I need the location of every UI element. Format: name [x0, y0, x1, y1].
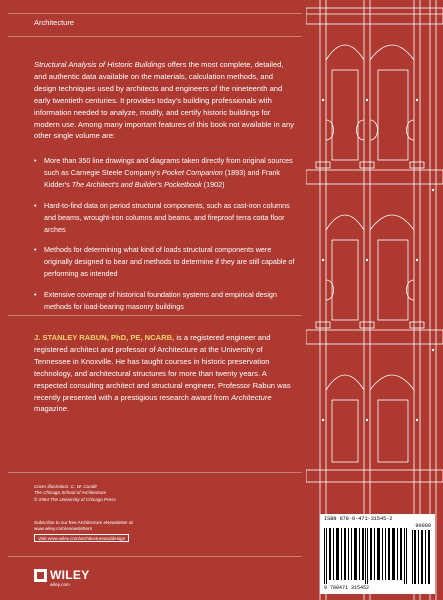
cast-iron-frame-illustration [306, 0, 443, 600]
visit-link: Visit www.wiley.com/architectureanddesign [34, 534, 129, 542]
feature-book-title: The Architect's and Builder's Pocketbook [71, 179, 202, 189]
price-code: 90000 [415, 523, 431, 529]
wiley-logo-word: WILEY [50, 568, 90, 582]
credits-rule [8, 472, 302, 473]
wiley-logo [34, 567, 90, 589]
feature-list [34, 155, 296, 322]
bio-text: magazine. [34, 404, 70, 414]
intro-text: offers the most complete, detailed, and authentic data available on the materials, calculation methods, and design techniques used by architects and engineers of the nineteenth and early twentieth centuries. It provides today's building professionals with information needed to analyze, modify, and certify historic buildings for modern use. Among many important features of this book not available in any other single volume are: [34, 60, 295, 141]
feature-item [34, 244, 296, 280]
credit-line: The Chicago School of Architecture [34, 490, 107, 496]
top-rule [8, 13, 302, 14]
newsletter-text: Subscribe to our free Architecture eNewsletter at [34, 520, 133, 525]
bio-text: is a registered engineer and registered architect and professor of Architecture at the University of Tennessee in Knoxville. He has taught courses in historic preservation technology, and architectural structures for more than twenty years. A respected consulting architect and structural engineer, Professor Rabun was recently presented with a prestigious research award from [34, 333, 291, 402]
isbn-barcode [320, 514, 435, 594]
barcode-bars [324, 528, 408, 584]
feature-text: Extensive coverage of historical foundation systems and empirical design methods for load-bearing masonry buildings [44, 290, 277, 312]
newsletter-note [34, 520, 133, 533]
feature-item [34, 289, 296, 313]
feature-text: Hard-to-find data on period structural components, such as cast-iron columns and beams, wrought-iron columns and beams, and fireproof terra cotta floor arches [44, 200, 290, 234]
book-title: Structural Analysis of Historic Buildings [34, 60, 166, 69]
credit-line: © 1964 The University of Chicago Press [34, 496, 116, 502]
wiley-logo-icon [34, 569, 47, 582]
price-addon-bars [412, 530, 431, 584]
newsletter-url: www.wiley.com/enewsletters [34, 526, 92, 532]
feature-text: (1893) and Frank Kidder's [44, 167, 280, 189]
category-label: Architecture [34, 18, 75, 27]
magazine-name: Architecture [231, 392, 272, 402]
feature-item [34, 155, 296, 191]
feature-text: Methods for determining what kind of loads structural components were originally designed to bear and methods to determine if they are still capable of performing as intended [44, 245, 295, 279]
category-rule [8, 36, 302, 37]
feature-book-title: Pocket Companion [162, 167, 223, 177]
intro-paragraph [34, 59, 296, 142]
author-bio [34, 332, 296, 415]
cover-credits [34, 484, 116, 503]
credit-line: Cover illustration: C. W. Condit [34, 484, 97, 489]
barcode-number: 9 780471 315452 [324, 585, 370, 591]
feature-text: (1902) [201, 179, 225, 189]
bottom-rule [8, 556, 302, 557]
author-name: J. STANLEY RABUN, PhD, PE, NCARB, [34, 333, 175, 342]
wiley-url: wiley.com [50, 582, 70, 587]
feature-item [34, 200, 296, 236]
isbn-number: ISBN 978-0-471-31545-2 [324, 516, 393, 522]
bio-rule [8, 315, 302, 316]
feature-text: More than 350 line drawings and diagrams taken directly from original sources such as Carnegie Steele Company's [44, 156, 293, 177]
